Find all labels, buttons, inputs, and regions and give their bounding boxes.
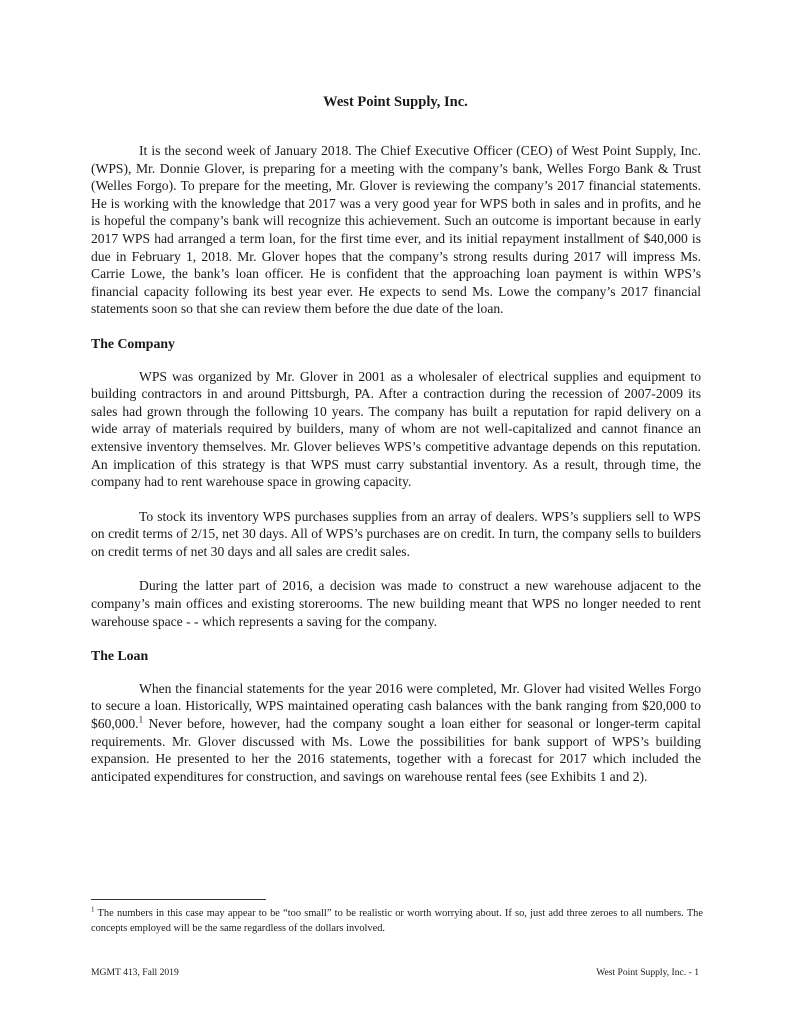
company-paragraph-2: To stock its inventory WPS purchases supplies from an array of dealers. WPS’s suppliers sell to WPS on credit terms of 2/15, net 30 days. All of WPS’s purchases are on credit. In turn, the company sells to builders on credit terms of net 30 days and all sales are credit sales. <box>91 508 701 559</box>
footer-page-number: West Point Supply, Inc. - 1 <box>596 967 699 978</box>
footnote-divider <box>91 899 266 900</box>
loan-paragraph-1-part-a: When the financial statements for the year 2016 were completed, Mr. Glover had visited Welles Forgo to secure a loan. Historically, WPS maintained operating cash balances with the bank ranging from $20,000 to $60,000. <box>91 680 701 732</box>
footnote-marker: 1 <box>91 905 95 914</box>
footer-course: MGMT 413, Fall 2019 <box>91 967 179 978</box>
intro-paragraph: It is the second week of January 2018. The Chief Executive Officer (CEO) of West Point Supply, Inc. (WPS), Mr. Donnie Glover, is preparing for a meeting with the company’s bank, Welles Forgo Bank & Trust (Welles Forgo). To prepare for the meeting, Mr. Glover is reviewing the company’s 2017 financial statements. He is working with the knowledge that 2017 was a very good year for WPS both in sales and in profits, and he is hopeful the company’s bank will recognize this achievement. Such an outcome is important because in early 2017 WPS had arranged a term loan, for the first time ever, and its initial repayment installment of $40,000 is due in February 1, 2018. Mr. Glover hopes that the company’s strong results during 2017 will impress Ms. Carrie Lowe, the bank’s loan officer. He is confident that the approaching loan payment is within WPS’s financial capacity following its best year ever. He expects to send Ms. Lowe the company’s 2017 financial statements soon so that she can review them before the due date of the loan. <box>91 143 701 317</box>
document-body <box>91 142 701 802</box>
company-paragraph-3: During the latter part of 2016, a decision was made to construct a new warehouse adjacent to the company’s main offices and existing storerooms. The new building meant that WPS no longer needed to rent warehouse space - - which represents a saving for the company. <box>91 578 701 629</box>
section-heading-company: The Company <box>91 335 175 351</box>
footnote-reference[interactable]: 1 <box>138 714 144 725</box>
loan-paragraph-1-part-b: Never before, however, had the company sought a loan either for seasonal or longer-term capital requirements. Mr. Glover discussed with Ms. Lowe the possibilities for bank support of WPS’s building expansion. He presented to her the 2016 statements, together with a forecast for 2017 which included the anticipated expenditures for construction, and savings on warehouse rental fees (see Exhibits 1 and 2). <box>91 716 701 784</box>
footnote <box>91 907 703 936</box>
section-heading-loan: The Loan <box>91 648 149 664</box>
loan-paragraph-1 <box>91 680 701 786</box>
footnote-text: The numbers in this case may appear to be “too small” to be realistic or worth worrying about. If so, just add three zeroes to all numbers. The concepts employed will be the same regardless of the dollars involved. <box>91 908 703 934</box>
page-title: West Point Supply, Inc. <box>323 94 468 110</box>
company-paragraph-1: WPS was organized by Mr. Glover in 2001 as a wholesaler of electrical supplies and equipment to building contractors in and around Pittsburgh, PA. After a contraction during the recession of 2007-2009 its sales had grown through the following 10 years. The company has built a reputation for rapid delivery on a wide array of materials required by builders, many of whom are not well-capitalized and cannot finance an extensive inventory themselves. Mr. Glover believes WPS’s competitive advantage depends on this reputation. An implication of this strategy is that WPS must carry substantial inventory. As a result, through time, the company had to rent warehouse space in growing capacity. <box>91 368 701 490</box>
